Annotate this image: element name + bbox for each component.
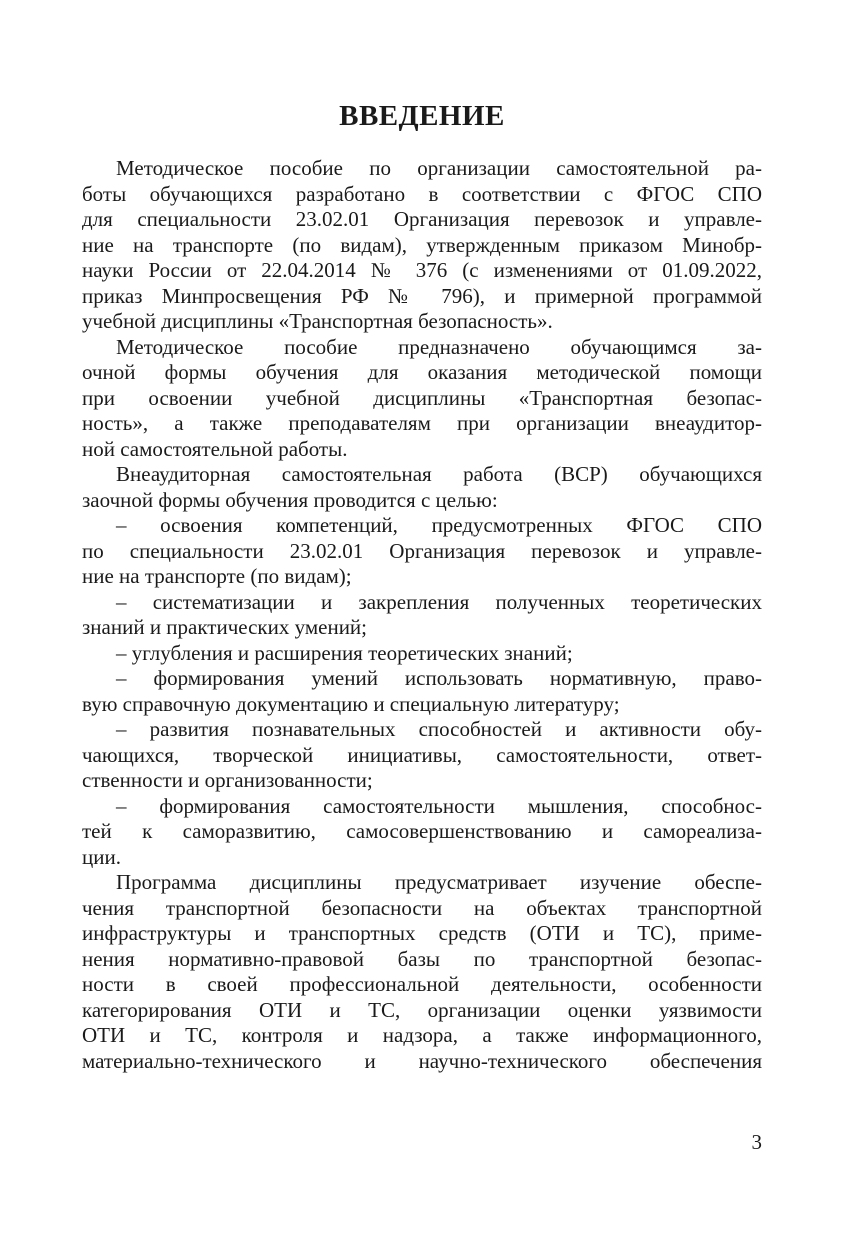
text-line: учебной дисциплины «Транспортная безопасность». [82,309,553,333]
text-line: чения транспортной безопасности на объектах транспортной [82,895,762,920]
text-line: приказ Минпросвещения РФ № 796), и примерной программой [82,283,762,308]
text-line: заочной формы обучения проводится с целью: [82,487,498,512]
list-item-line: ции. [82,844,121,869]
text-line: Методическое пособие предназначено обучающимся за- [116,334,762,359]
list-item-line: чающихся, творческой инициативы, самостоятельности, ответ- [82,742,762,767]
text-line: ние на транспорте (по видам), утвержденным приказом Минобр- [82,232,762,257]
text-line: нения нормативно-правовой базы по транспортной безопас- [82,946,762,971]
page-title: ВВЕДЕНИЕ [339,100,505,132]
list-item-line: – углубления и расширения теоретических знаний; [116,640,573,665]
text-line: ности в своей профессиональной деятельности, особенности [82,972,762,996]
list-item-line: – формирования самостоятельности мышления, способнос- [116,793,762,818]
text-line: для специальности 23.02.01 Организация перевозок и управле- [82,207,762,231]
text-line: очной формы обучения для оказания методической помощи [82,360,762,384]
list-item-line: ние на транспорте (по видам); [82,564,352,588]
list-item-line: – формирования умений использовать нормативную, право- [116,666,762,690]
list-item-line: по специальности 23.02.01 Организация перевозок и управле- [82,538,762,563]
list-item-line: ственности и организованности; [82,768,373,792]
list-item-line: – освоения компетенций, предусмотренных ФГОС СПО [116,513,762,537]
list-item-line: знаний и практических умений; [82,615,368,639]
text-line: инфраструктуры и транспортных средств (ОТИ и ТС), приме- [82,921,762,945]
text-line: науки России от 22.04.2014 № 376 (с изменениями от 01.09.2022, [82,258,762,282]
list-item-line: – развития познавательных способностей и активности обу- [116,717,762,741]
list-item-line: вую справочную документацию и специальную литературу; [82,691,620,716]
text-line: боты обучающихся разработано в соответствии с ФГОС СПО [82,181,762,206]
text-line: ной самостоятельной работы. [82,436,348,461]
text-line: при освоении учебной дисциплины «Транспортная безопас- [82,385,762,410]
page-content [82,96,762,1074]
text-line: ность», а также преподавателям при организации внеаудитор- [82,411,762,435]
list-item-line: – систематизации и закрепления полученных теоретических [116,589,762,614]
text-line: категорирования ОТИ и ТС, организации оценки уязвимости [82,997,762,1022]
page-number: 3 [751,1130,762,1154]
text-line: Программа дисциплины предусматривает изучение обеспе- [116,870,762,894]
list-item-line: тей к саморазвитию, самосовершенствованию и самореализа- [82,819,762,843]
text-line: материально-технического и научно-технического обеспечения [82,1048,762,1073]
text-line: ОТИ и ТС, контроля и надзора, а также информационного, [82,1023,762,1047]
text-line: Внеаудиторная самостоятельная работа (ВСР) обучающихся [116,462,762,486]
text-line: Методическое пособие по организации самостоятельной ра- [116,156,762,180]
